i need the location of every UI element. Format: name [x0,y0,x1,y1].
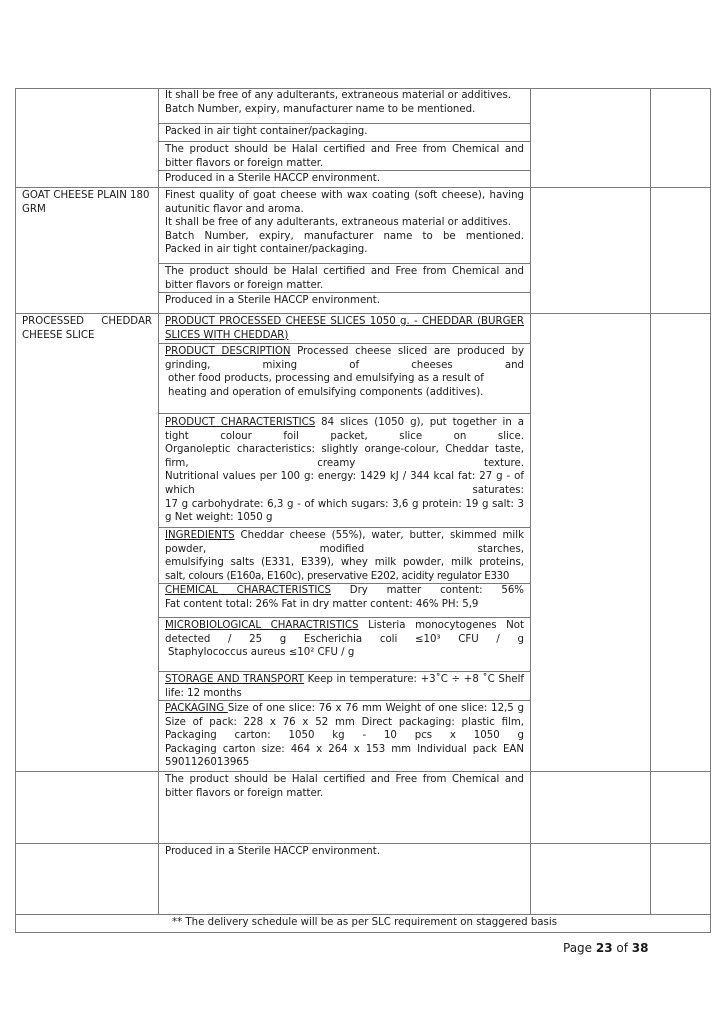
description-text: heating and operation of emulsifying components (additives). [168,386,484,398]
description-cell [159,344,530,413]
characteristics-text: Organoleptic characteristics: slightly orange-colour, Cheddar taste, firm, creamy texture. [165,444,524,469]
packaging-cell [159,701,530,771]
item-name-cell [16,188,158,228]
ingredients-text: Cheddar cheese (55%), water, butter, skimmed milk powder, modified starches, [165,530,524,555]
item-name: GOAT CHEESE PLAIN 180 GRM [22,190,150,215]
ingredients-cell [159,528,530,583]
delivery-note-text: ** The delivery schedule will be as per SLC requirement on staggered basis [172,917,557,928]
description-text: Processed cheese sliced are produced by grinding, mixing of cheeses and [165,346,524,371]
chemical-cell [159,584,530,617]
spec-cell [159,89,530,123]
characteristics-heading: PRODUCT CHARACTERISTICS [165,417,316,428]
microbiological-cell [159,618,530,671]
page-current: 23 [595,941,613,955]
storage-heading: STORAGE AND TRANSPORT [165,674,304,685]
packaging-text: Packaging carton size: 464 x 264 x 153 mm Individual pack EAN 5901126013965 [165,743,524,769]
spec-text: Produced in a Sterile HACCP environment. [165,846,380,857]
page-word: Page [563,941,596,955]
spec-cell [159,314,530,343]
spec-text: Finest quality of goat cheese with wax coating (soft cheese), having autunitic flavor and aroma. [165,190,524,215]
col-divider-2 [530,88,531,914]
of-word: of [612,941,632,955]
description-heading: PRODUCT DESCRIPTION [165,346,291,357]
spec-text: The product should be Halal certified and Free from Chemical and bitter flavors or foreign matter. [165,774,524,799]
chemical-text: Fat content total: 26% Fat in dry matter content: 46% PH: 5,9 [165,598,479,610]
row-line-bottom [15,932,711,933]
spec-text: The product should be Halal certified and Free from Chemical and bitter flavors or foreign matter. [165,144,524,169]
microbiological-text: Listeria monocytogenes Not detected / 25 g Escherichia coli ≤10³ CFU / g [165,620,524,645]
microbiological-heading: MICROBIOLOGICAL CHARACTRISTICS [165,620,359,631]
packaging-text: Size of one slice: 76 x 76 mm Weight of one slice: 12,5 g Size of pack: 228 x 76 x 52 mm Direct packaging: plastic film, Packaging carton: 1050 kg - 10 pcs x 1050 g [165,703,524,742]
characteristics-text: 17 g carbohydrate: 6,3 g - of which sugars: 3,6 g protein: 19 g salt: 3 g Net weight: 1050 g [165,498,524,524]
characteristics-text: 84 slices (1050 g), put together in a tight colour foil packet, slice on slice. [165,417,524,442]
description-text: other food products, processing and emulsifying as a result of [168,373,484,385]
table-border-right [710,88,711,933]
spec-cell [159,844,530,914]
microbiological-text: Staphylococcus aureus ≤10² CFU / g [168,647,355,659]
spec-cell [159,293,530,313]
storage-text: Keep in temperature: +3˚C ÷ +8 ˚C Shelf life: 12 months [165,674,524,699]
page-number [563,941,648,955]
spec-cell [159,142,530,170]
spec-cell [159,188,530,263]
characteristics-cell [159,414,530,527]
chemical-text: Dry matter content: 56% [330,585,524,596]
spec-text: The product should be Halal certified and Free from Chemical and bitter flavors or foreign matter. [165,266,524,291]
ingredients-heading: INGREDIENTS [165,530,235,541]
spec-text: Packed in air tight container/packaging. [165,244,368,256]
delivery-note [16,915,710,932]
characteristics-text: Nutritional values per 100 g: energy: 1429 kJ / 344 kcal fat: 27 g - of which saturates: [165,471,524,496]
item-name: PROCESSED CHEDDAR CHEESE SLICE [22,316,152,341]
spec-cell [159,264,530,292]
chemical-heading: CHEMICAL CHARACTERISTICS [165,585,331,596]
item-name-cell [16,314,158,348]
spec-text: Produced in a Sterile HACCP environment. [165,295,380,306]
spec-text: It shall be free of any adulterants, extraneous material or additives. Batch Number, expiry, manufacturer name to be mentioned. [165,90,511,115]
product-title: PRODUCT PROCESSED CHEESE SLICES 1050 g. - CHEDDAR (BURGER SLICES WITH CHEDDAR) [165,316,524,341]
spec-cell [159,124,530,141]
storage-cell [159,672,530,700]
spec-cell [159,171,530,187]
page-total: 38 [631,941,649,955]
packaging-heading: PACKAGING [165,703,228,714]
col-divider-3 [650,88,651,914]
spec-text: Packed in air tight container/packaging. [165,126,368,137]
ingredients-text: salt, colours (E160a, E160c), preservative E202, acidity regulator E330 [165,570,510,582]
spec-cell [159,772,530,843]
spec-text: Produced in a Sterile HACCP environment. [165,173,380,184]
spec-text: It shall be free of any adulterants, extraneous material or additives. [165,217,511,229]
ingredients-text: emulsifying salts (E331, E339), whey milk powder, milk proteins, [165,557,524,569]
spec-text: Batch Number, expiry, manufacturer name to be mentioned. [165,230,524,242]
